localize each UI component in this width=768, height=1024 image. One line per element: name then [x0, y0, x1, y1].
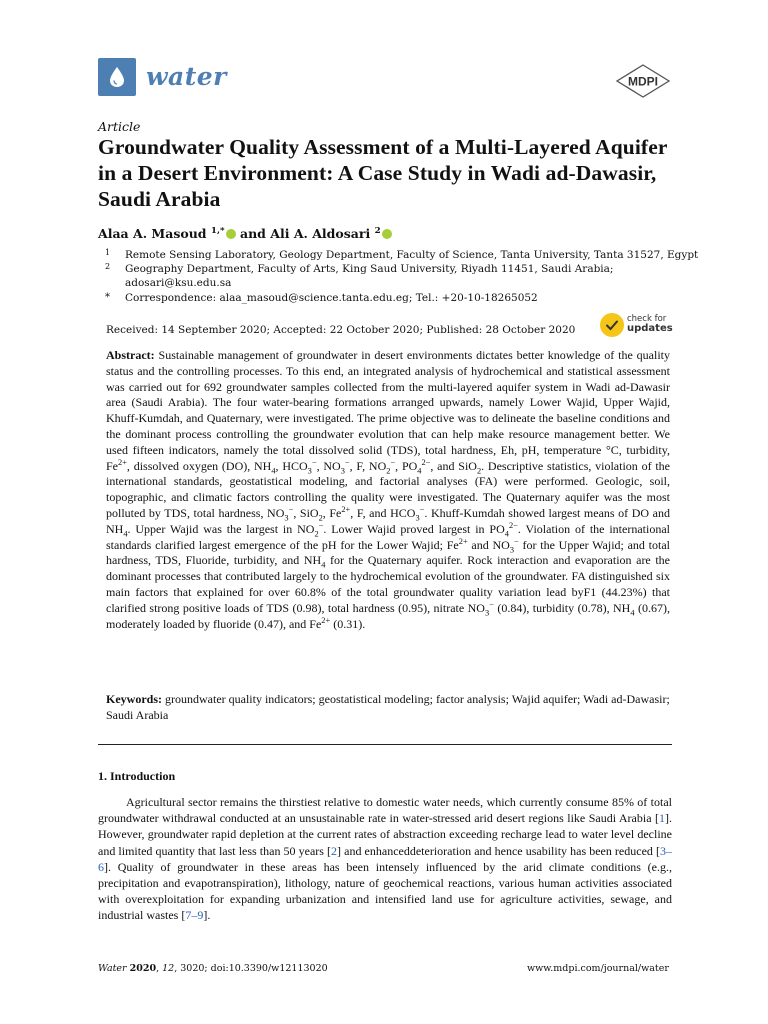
article-title: Groundwater Quality Assessment of a Multi-Layered Aquifer in a Desert Environment: A Case Study in Wadi ad-Dawasir, Saudi Arabia — [98, 135, 668, 211]
journal-name: water — [146, 62, 227, 91]
publication-dates: Received: 14 September 2020; Accepted: 22 October 2020; Published: 28 October 2020 — [106, 324, 576, 336]
orcid-icon[interactable] — [226, 229, 236, 239]
citation-link[interactable]: 7–9 — [185, 908, 204, 923]
publisher-name: MDPI — [628, 74, 658, 89]
water-drop-icon — [108, 65, 126, 89]
footer-doi[interactable]: , 3020; doi:10.3390/w12113020 — [174, 963, 328, 974]
article-type: Article — [98, 119, 141, 134]
author-name[interactable]: Alaa A. Masoud — [98, 226, 207, 241]
section-divider — [98, 744, 672, 745]
footer-volume: 12 — [162, 963, 175, 974]
abstract: Abstract: Sustainable management of groundwater in desert environments dictates better knowledge of the quality status and the controlling processes. To this end, an integrated analysis of hydrochemical and statistical assessment was carried out for 692 groundwater samples collected from the multi-layered aquifer system in Wadi ad-Dawasir area (Saudi Arabia). The four water-bearing formations arranged upwards, namely Lower Wajid, Upper Wajid, Khuff-Kumdah, and Quaternary, were investigated. The prime objective was to delineate the baseline conditions and the dominant process controlling the groundwater evolution that can help make resource management better. We used fifteen indicators, namely the total dissolved solid (TDS), total hardness, Eh, pH, temperature °C, turbidity, $Fe^{2+}$, dissolved oxygen (DO), $NH_4$, $HCO_3^-$, $NO_3^-$, F, $NO_2^-$, $PO_4^{2-}$, and SiO$_2$. Descriptive statistics, violation of the international standards, geostatistical modeling, and factorial analyses (FA) were performed. Geologic, soil, topographic, and climatic factors controlling the quality were investigated. The Quaternary aquifer was the most polluted by TDS, total hardness, $NO_3^-$, SiO$_2$, $Fe^{2+}$, F, and $HCO_3^-$. Khuff-Kumdah showed largest means of DO and $NH_4$. Upper Wajid was the largest in $NO_2^-$. Lower Wajid proved largest in $PO_4^{2-}$. Violation of the international standards clarified largest emergence of the pH for the Lower Wajid; $Fe^{2+}$ and $NO_3^-$ for the Upper Wajid; and total hardness, TDS, Fluoride, turbidity, and $NH_4$ for the Quaternary aquifer. Rock interaction and evaporation are the dominant processes that contributed largely to the hydrochemical evolution of the groundwater. FA distinguished six main factors that explained for over 60.8% of the total groundwater quality variation lead byF1 (44.23%) that clarified strong positive loads of TDS (0.98), total hardness (0.95), nitrate $NO_3^-$ (0.84), turbidity (0.78), $NH_4$ (0.67), moderately loaded by fluoride (0.47), and $Fe^{2+}$ (0.31). — [106, 348, 671, 631]
affiliation-number: 1 — [105, 248, 111, 257]
bookmark-check-icon — [600, 313, 624, 337]
abstract-label: Abstract: — [106, 348, 155, 362]
check-updates-line1: check for — [627, 314, 667, 324]
author-joiner: and — [239, 226, 266, 241]
keywords — [106, 692, 670, 724]
affiliation-text: Remote Sensing Laboratory, Geology Department, Faculty of Science, Tanta University, Tanta 31527, Egypt — [125, 249, 699, 261]
footer-citation: Water 2020, 12, 3020; doi:10.3390/w12113020 — [98, 963, 328, 974]
section-heading: 1. Introduction — [98, 769, 176, 783]
orcid-icon[interactable] — [382, 229, 392, 239]
check-for-updates-badge[interactable] — [600, 313, 672, 339]
footer-year: 2020 — [129, 963, 157, 974]
citation-link[interactable]: 3–6 — [98, 843, 672, 874]
keywords-label: Keywords: — [106, 692, 162, 706]
author-list — [98, 226, 392, 241]
publisher-logo — [615, 64, 671, 98]
author-affiliation-mark: 2 — [374, 225, 381, 236]
check-updates-line2: updates — [627, 323, 673, 334]
introduction-paragraph: Agricultural sector remains the thirstiest relative to domestic water needs, which currently consume 85% of total groundwater withdrawal conducted at an unsustainable rate in water-stressed arid desert regions like Saudi Arabia [1]. However, groundwater rapid depletion at the current rates of abstraction exceeding recharge lead to water level decline and limited quantity that last less than 50 years [2] and enhanceddeterioration and hence usability has been reduced [3–6]. Quality of groundwater in these areas has been intensely influenced by the arid climate conditions (e.g., precipitation and evapotranspiration), lithology, nature of geochemical reactions, various human activities associated with overexploitation for expanding urbanization and intensified land use for agriculture activities, sewage, and industrial wastes [7–9]. — [98, 795, 672, 923]
correspondence-mark: * — [105, 292, 110, 303]
citation-link[interactable]: 1 — [659, 811, 665, 826]
footer-journal: Water — [98, 963, 127, 974]
author-affiliation-mark: 1,* — [210, 225, 225, 236]
keywords-text: groundwater quality indicators; geostatistical modeling; factor analysis; Wajid aquifer; Wadi ad-Dawasir; Saudi Arabia — [106, 692, 670, 722]
author-name[interactable]: Ali A. Aldosari — [270, 226, 371, 241]
correspondence-text[interactable]: Correspondence: alaa_masoud@science.tanta.edu.eg; Tel.: +20-10-18265052 — [125, 292, 538, 304]
footer-url[interactable]: www.mdpi.com/journal/water — [527, 963, 669, 974]
affiliation-number: 2 — [105, 262, 111, 271]
citation-link[interactable]: 2 — [331, 843, 338, 858]
affiliation-text: Geography Department, Faculty of Arts, King Saud University, Riyadh 11451, Saudi Arabia; — [125, 263, 614, 275]
check-updates-text — [627, 314, 673, 334]
journal-logo — [98, 58, 136, 96]
affiliation-email[interactable]: adosari@ksu.edu.sa — [125, 277, 232, 289]
